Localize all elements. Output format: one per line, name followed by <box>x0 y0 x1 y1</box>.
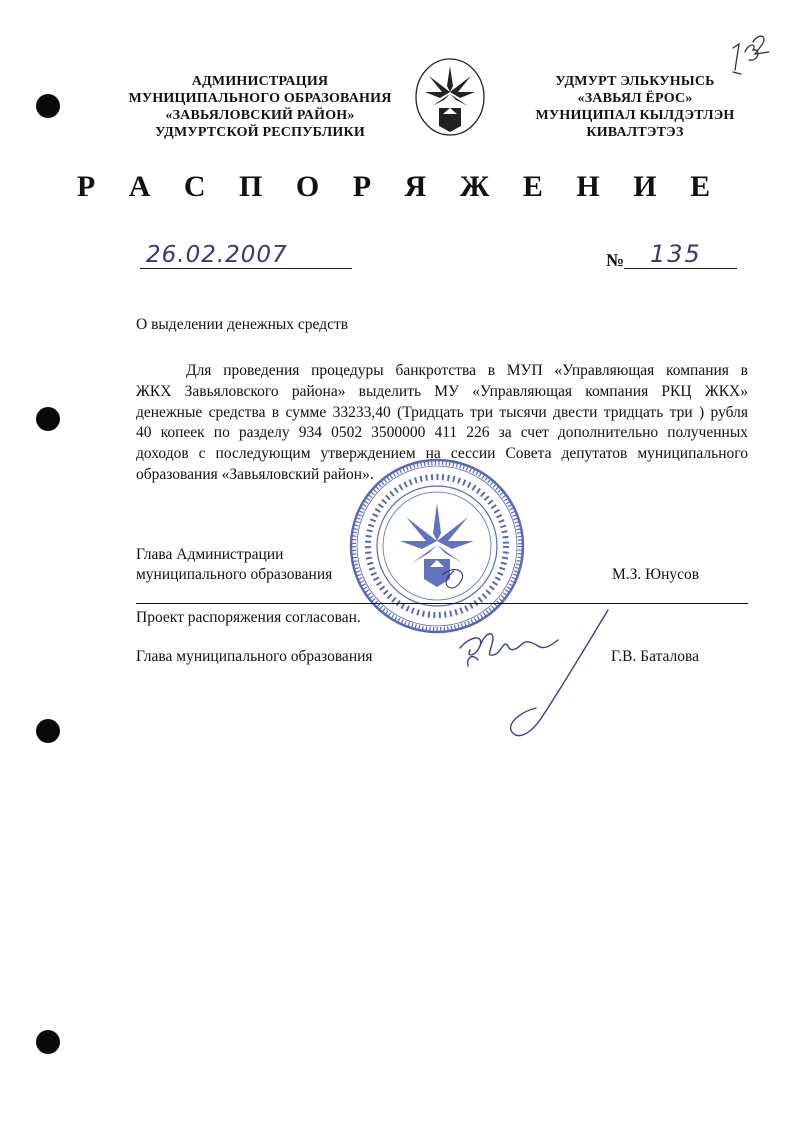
coat-of-arms-icon <box>413 56 487 138</box>
handwritten-date: 26.02.2007 <box>146 242 288 268</box>
header-right-line: КИВАЛТЭТЭЗ <box>586 125 684 140</box>
document-title: Р А С П О Р Я Ж Е Н И Е <box>76 170 724 203</box>
header-left-line: «ЗАВЬЯЛОВСКИЙ РАЙОН» <box>165 108 355 123</box>
number-underline <box>624 268 737 269</box>
header-right-line: УДМУРТ ЭЛЬКУНЫСЬ <box>555 74 715 89</box>
agreement-note: Проект распоряжения согласован. <box>136 609 361 626</box>
signatory1-title-line1: Глава Администрации <box>136 546 284 563</box>
header-left-line: АДМИНИСТРАЦИЯ <box>191 74 329 89</box>
body-line: денежные средства в сумме 33233,40 (Тридцать три тысячи двести тридцать три ) рубля <box>136 403 748 421</box>
date-underline <box>140 268 352 269</box>
signatory1-name: М.З. Юнусов <box>612 566 700 583</box>
body-line: Для проведения процедуры банкротства в МУП «Управляющая компания в <box>186 362 748 379</box>
body-line: ЖКХ Завьяловского района» выделить МУ «Управляющая компания РКЦ ЖКХ» <box>136 382 748 400</box>
binder-hole <box>36 719 60 743</box>
handwritten-number: 135 <box>650 240 702 268</box>
document-subject: О выделении денежных средств <box>136 316 349 333</box>
header-left-block <box>110 73 410 141</box>
header-left-line: УДМУРТСКОЙ РЕСПУБЛИКИ <box>155 125 365 140</box>
signatory2-title: Глава муниципального образования <box>136 648 373 665</box>
body-line: 40 копеек по разделу 934 0502 3500000 411 226 за счет дополнительно полученных <box>136 424 748 442</box>
header-right-line: «ЗАВЬЯЛ ЁРОС» <box>577 91 693 106</box>
binder-hole <box>36 1030 60 1054</box>
binder-hole <box>36 407 60 431</box>
body-line: образования «Завьяловский район». <box>136 465 374 483</box>
body-line: доходов с последующим утверждением на сессии Совета депутатов муниципального <box>136 445 748 463</box>
header-right-line: МУНИЦИПАЛ КЫЛДЭТЛЭН <box>535 108 735 123</box>
header-left-line: МУНИЦИПАЛЬНОГО ОБРАЗОВАНИЯ <box>128 91 392 106</box>
signatory1-title-line2: муниципального образования <box>136 566 333 583</box>
handwritten-page-number <box>727 28 771 82</box>
signatory2-name: Г.В. Баталова <box>611 648 700 665</box>
binder-hole <box>36 94 60 118</box>
number-sign: № <box>606 250 625 270</box>
signature-icon <box>440 600 630 750</box>
header-right-block <box>525 73 745 141</box>
